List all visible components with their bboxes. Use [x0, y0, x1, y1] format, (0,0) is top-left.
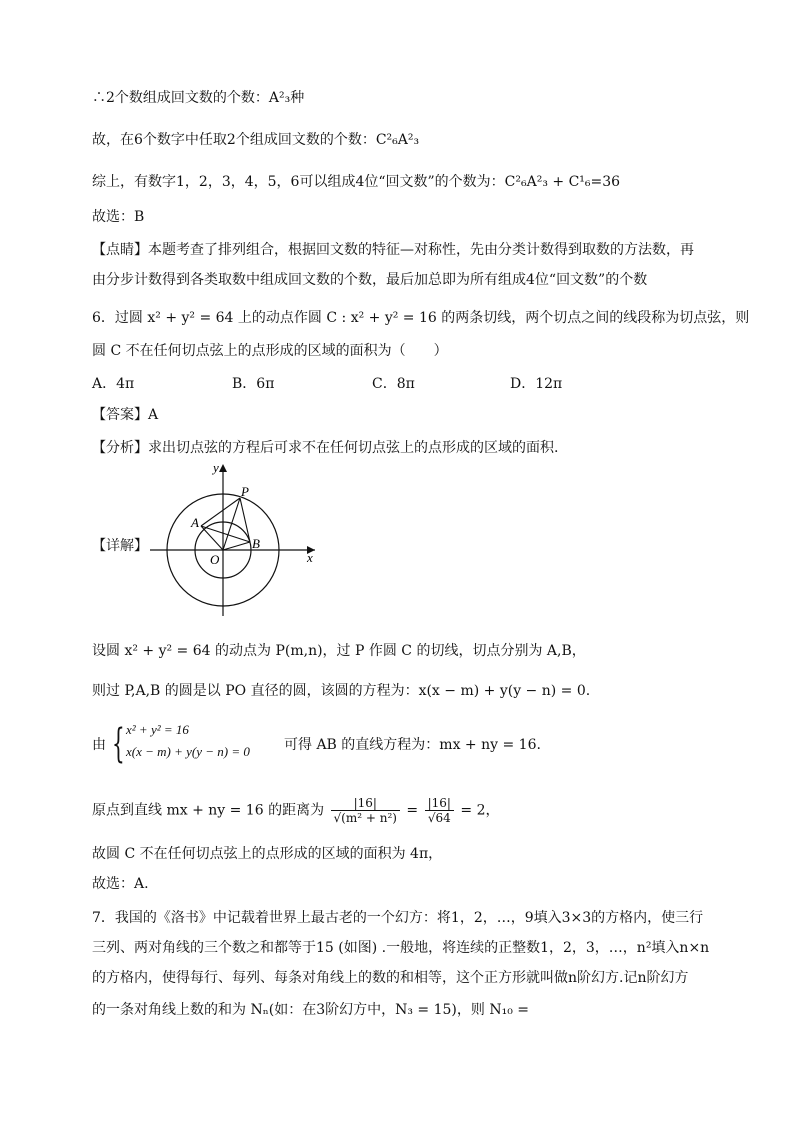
answer-tag: 【答案】 — [92, 407, 148, 423]
question-7-line2: 三列、两对角线的三个数之和都等于15 (如图) .一般地，将连续的正整数1，2，3，…，n²填入n×n — [92, 940, 710, 956]
solution-step-1: 设圆 x² + y² = 64 的动点为 P(m,n)，过 P 作圆 C 的切线，切点分别为 A,B， — [92, 643, 586, 659]
label-p: P — [241, 484, 249, 499]
solution-step-5: 故圆 C 不在任何切点弦上的点形成的区域的面积为 4π， — [92, 846, 443, 862]
segment-op — [223, 498, 240, 550]
label-x: x — [307, 550, 313, 565]
dianjing-tag: 【点睛】 — [92, 242, 148, 258]
fraction-2-den: √64 — [427, 811, 451, 825]
text-line: 综上，有数字1，2，3，4，5，6可以组成4位“回文数”的个数为：C²₆A²₃ + C¹₆=36 — [92, 174, 621, 190]
text-line: 故，在6个数字中任取2个组成回文数的个数：C²₆A²₃ — [92, 132, 420, 148]
text-line: 由分步计数得到各类取数中组成回文数的个数，最后加总即为所有组成4位“回文数”的个数 — [92, 272, 648, 288]
solution-step-4 — [92, 796, 500, 825]
dianjing-paragraph — [92, 240, 694, 260]
label-y: y — [213, 460, 219, 475]
question-7-line3: 的方格内，使得每行、每列、每条对角线上的数的和相等，这个正方形就叫做n阶幻方.记n阶幻方 — [92, 970, 689, 986]
fraction-1-den: √(m² + n²) — [333, 811, 397, 825]
fraction-1 — [331, 796, 400, 825]
text-line: ∴2个数组成回文数的个数：A²₃种 — [92, 90, 305, 106]
choice-a: A．4π — [92, 376, 135, 392]
distance-prefix: 原点到直线 mx + ny = 16 的距离为 — [92, 802, 325, 819]
answer-line — [92, 405, 158, 425]
label-b: B — [252, 536, 260, 551]
dianjing-text: 本题考查了排列组合，根据回文数的特征—对称性，先由分类计数得到取数的方法数，再 — [148, 242, 694, 258]
choice-d: D．12π — [510, 376, 563, 392]
answer-value: A — [148, 407, 159, 423]
segment-ob — [223, 542, 250, 550]
choice-c: C．8π — [372, 376, 415, 392]
question-7-line1: 7．我国的《洛书》中记载着世界上最古老的一个幻方：将1，2，…，9填入3×3的方格内，使三行 — [92, 910, 704, 926]
analysis-tag: 【分析】 — [92, 440, 148, 456]
equals-sign: = — [406, 802, 419, 819]
fraction-2-num: |16| — [425, 796, 454, 811]
analysis-line — [92, 438, 558, 458]
circle-diagram — [150, 458, 330, 618]
system-result: 可得 AB 的直线方程为：mx + ny = 16. — [284, 737, 541, 753]
system-prefix: 由 — [92, 737, 106, 753]
text-line: 故选：B — [92, 209, 145, 225]
y-axis-arrow — [219, 464, 227, 472]
tangent-pb — [240, 498, 250, 542]
system-eq-2: x(x − m) + y(y − n) = 0 — [126, 744, 250, 759]
solution-step-2: 则过 P,A,B 的圆是以 PO 直径的圆，该圆的方程为：x(x − m) + y(y − n) = 0. — [92, 683, 591, 699]
question-6-line1: 6．过圆 x² + y² = 64 上的动点作圆 C : x² + y² = 16 的两条切线，两个切点之间的线段称为切点弦，则 — [92, 310, 750, 326]
system-eq-1: x² + y² = 16 — [126, 722, 189, 737]
label-o: O — [210, 552, 220, 567]
system-brace: { — [112, 721, 125, 767]
fraction-2 — [425, 796, 454, 825]
solution-step-6: 故选：A. — [92, 876, 149, 892]
fraction-1-num: |16| — [331, 796, 400, 811]
analysis-text: 求出切点弦的方程后可求不在任何切点弦上的点形成的区域的面积. — [148, 440, 559, 456]
question-6-line2: 圆 C 不在任何切点弦上的点形成的区域的面积为（ ） — [92, 343, 448, 359]
choice-b: B．6π — [232, 376, 275, 392]
question-7-line4: 的一条对角线上数的和为 Nₙ(如：在3阶幻方中，N₃ = 15)，则 N₁₀ = — [92, 1002, 529, 1018]
label-a: A — [191, 515, 199, 530]
distance-result: = 2， — [460, 802, 500, 819]
detail-tag: 【详解】 — [92, 538, 148, 554]
